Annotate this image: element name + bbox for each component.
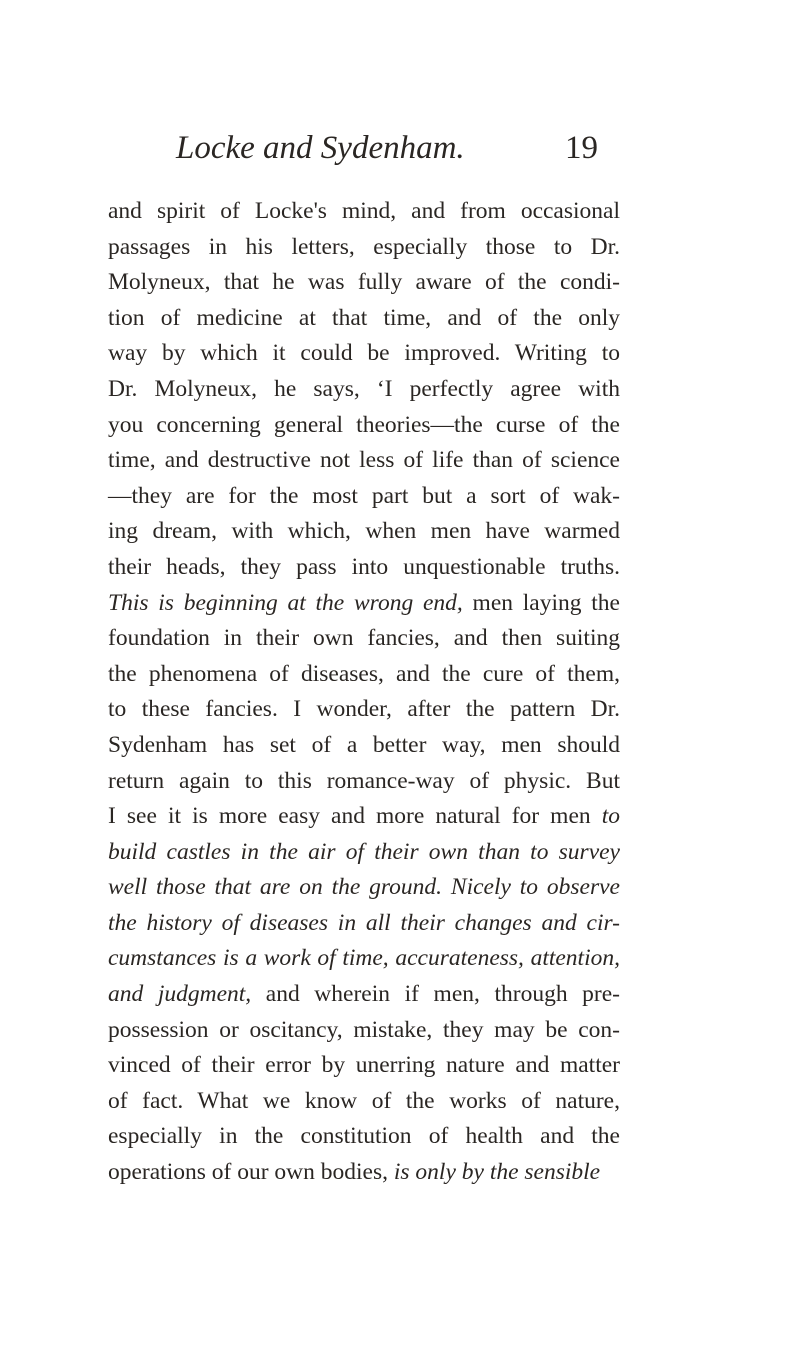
running-title: Locke and Sydenham. xyxy=(176,130,465,166)
text-run: way by which it could be improved. Writing to xyxy=(108,340,620,367)
text-run: you concerning general theories—the curse of the xyxy=(108,411,620,438)
text-line xyxy=(108,265,620,301)
italic-text: the history of diseases in all their changes and cir- xyxy=(108,909,620,936)
text-line xyxy=(108,230,620,266)
text-line xyxy=(108,586,620,622)
text-run: return again to this romance-way of physic. But xyxy=(108,767,620,794)
text-line xyxy=(108,301,620,337)
text-run: time, and destructive not less of life than of science xyxy=(108,447,620,474)
text-line xyxy=(108,657,620,693)
page-number: 19 xyxy=(565,130,598,166)
italic-text: build castles in the air of their own than to survey xyxy=(108,838,620,865)
text-run: and wherein if men, through pre- xyxy=(251,981,620,1008)
text-line xyxy=(108,941,620,977)
text-run: especially in the constitution of health and the xyxy=(108,1123,620,1150)
text-run: foundation in their own fancies, and then suiting xyxy=(108,625,620,652)
italic-text: and judgment, xyxy=(108,981,252,1008)
text-run: their heads, they pass into unquestionable truths. xyxy=(108,553,620,580)
text-line xyxy=(108,906,620,942)
text-run: to these fancies. I wonder, after the pattern Dr. xyxy=(108,696,620,723)
text-line xyxy=(108,799,620,835)
text-line xyxy=(108,1119,620,1155)
text-line xyxy=(108,1048,620,1084)
text-run: ing dream, with which, when men have warmed xyxy=(108,518,620,545)
text-line xyxy=(108,764,620,800)
text-line xyxy=(108,870,620,906)
text-line xyxy=(108,372,620,408)
italic-text: is only by the sensible xyxy=(393,1159,601,1186)
text-run: passages in his letters, especially those to Dr. xyxy=(108,233,620,260)
text-run: tion of medicine at that time, and of the only xyxy=(108,304,620,331)
text-run: the phenomena of diseases, and the cure of them, xyxy=(108,660,620,687)
text-run: Sydenham has set of a better way, men should xyxy=(108,731,620,758)
text-line xyxy=(108,835,620,871)
italic-text: well those that are on the ground. Nicely to observe xyxy=(108,874,620,901)
text-line xyxy=(108,692,620,728)
text-run: Dr. Molyneux, he says, ‘I perfectly agree with xyxy=(108,375,620,402)
text-line xyxy=(108,194,620,230)
text-line xyxy=(108,977,620,1013)
italic-text: cumstances is a work of time, accurateness, attention, xyxy=(108,945,620,972)
text-run: possession or oscitancy, mistake, they may be con- xyxy=(108,1016,620,1043)
text-run: —they are for the most part but a sort of wak- xyxy=(108,482,620,509)
text-line xyxy=(108,621,620,657)
text-run: I see it is more easy and more natural for men xyxy=(108,803,602,830)
text-run: operations of our own bodies, xyxy=(108,1159,394,1186)
italic-text: to xyxy=(601,803,620,830)
running-head xyxy=(176,130,596,174)
text-line xyxy=(108,336,620,372)
text-line xyxy=(108,1084,620,1120)
text-line xyxy=(108,479,620,515)
text-line xyxy=(108,408,620,444)
text-run: vinced of their error by unerring nature and matter xyxy=(108,1052,620,1079)
text-line xyxy=(108,514,620,550)
text-line xyxy=(108,1013,620,1049)
text-line xyxy=(108,728,620,764)
text-line xyxy=(108,1155,620,1191)
text-line xyxy=(108,443,620,479)
body-text xyxy=(108,194,620,1191)
text-run: of fact. What we know of the works of nature, xyxy=(108,1087,620,1114)
italic-text: This is beginning at the wrong end, xyxy=(108,589,463,616)
text-run: and spirit of Locke's mind, and from occasional xyxy=(108,198,620,224)
text-run: Molyneux, that he was fully aware of the condi- xyxy=(108,269,620,296)
text-line xyxy=(108,550,620,586)
text-run: men laying the xyxy=(462,589,620,616)
